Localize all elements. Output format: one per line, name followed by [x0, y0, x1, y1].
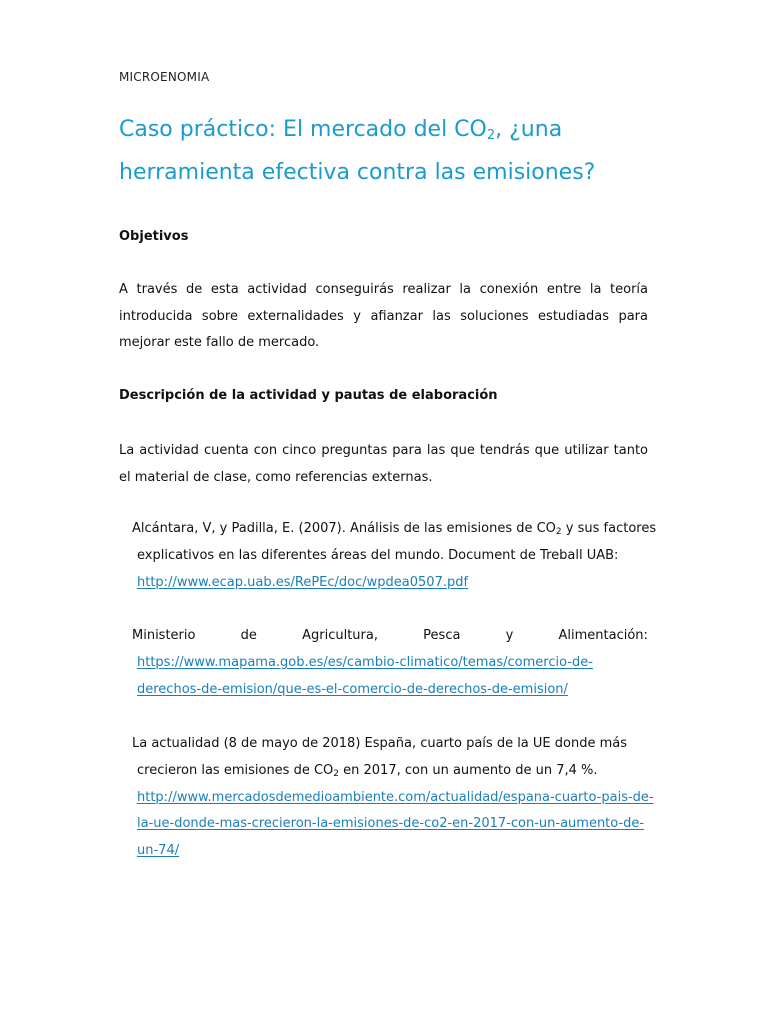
reference-line: crecieron las emisiones de $CO_2$ en 2017, con un aumento de un 7,4 %. — [137, 762, 598, 779]
reference-link-line — [119, 838, 648, 865]
reference-line: explicativos en las diferentes áreas del mundo. Document de Treball UAB: — [137, 547, 619, 563]
objetivos-heading: Objetivos — [119, 229, 189, 244]
reference-link-line — [119, 811, 648, 838]
reference-item — [119, 516, 657, 596]
objetivos-paragraph: A través de esta actividad conseguirás realizar la conexión entre la teoría introducida sobre externalidades y afianzar las soluciones estudiadas para mejorar este fallo de mercado. — [119, 282, 648, 351]
reference-link[interactable]: la-ue-donde-mas-crecieron-la-emisiones-de-co2-en-2017-con-un-aumento-de- — [137, 816, 645, 832]
title-line1: Caso práctico: El mercado del $CO_2$, ¿una — [119, 117, 563, 143]
title-line2: herramienta efectiva contra las emisiones? — [119, 160, 596, 185]
page-title — [119, 108, 659, 194]
reference-link[interactable]: derechos-de-emision/que-es-el-comercio-de-derechos-de-emision/ — [137, 681, 568, 697]
reference-link-line — [119, 785, 654, 812]
descripcion-heading: Descripción de la actividad y pautas de elaboración — [119, 388, 498, 403]
reference-line: La actualidad (8 de mayo de 2018) España, cuarto país de la UE donde más — [132, 736, 627, 751]
reference-link-line — [119, 570, 648, 597]
reference-link[interactable]: http://www.mercadosdemedioambiente.com/actualidad/espana-cuarto-pais-de- — [137, 789, 654, 805]
reference-line: Alcántara, V, y Padilla, E. (2007). Análisis de las emisiones de $CO_2$ y sus factores — [132, 521, 657, 537]
descripcion-paragraph: La actividad cuenta con cinco preguntas para las que tendrás que utilizar tanto el material de clase, como referencias externas. — [119, 443, 648, 485]
reference-link[interactable]: un-74/ — [137, 843, 180, 859]
reference-item — [119, 623, 648, 703]
reference-link-line — [119, 677, 648, 704]
reference-line: Ministerio de Agricultura, Pesca y Alimentación: — [132, 628, 648, 643]
reference-link[interactable]: http://www.ecap.uab.es/RePEc/doc/wpdea0507.pdf — [137, 574, 469, 590]
course-label: MICROENOMIA — [119, 70, 210, 84]
reference-link-line — [119, 650, 648, 677]
reference-item — [119, 731, 654, 865]
reference-link[interactable]: https://www.mapama.gob.es/es/cambio-climatico/temas/comercio-de- — [137, 654, 593, 670]
